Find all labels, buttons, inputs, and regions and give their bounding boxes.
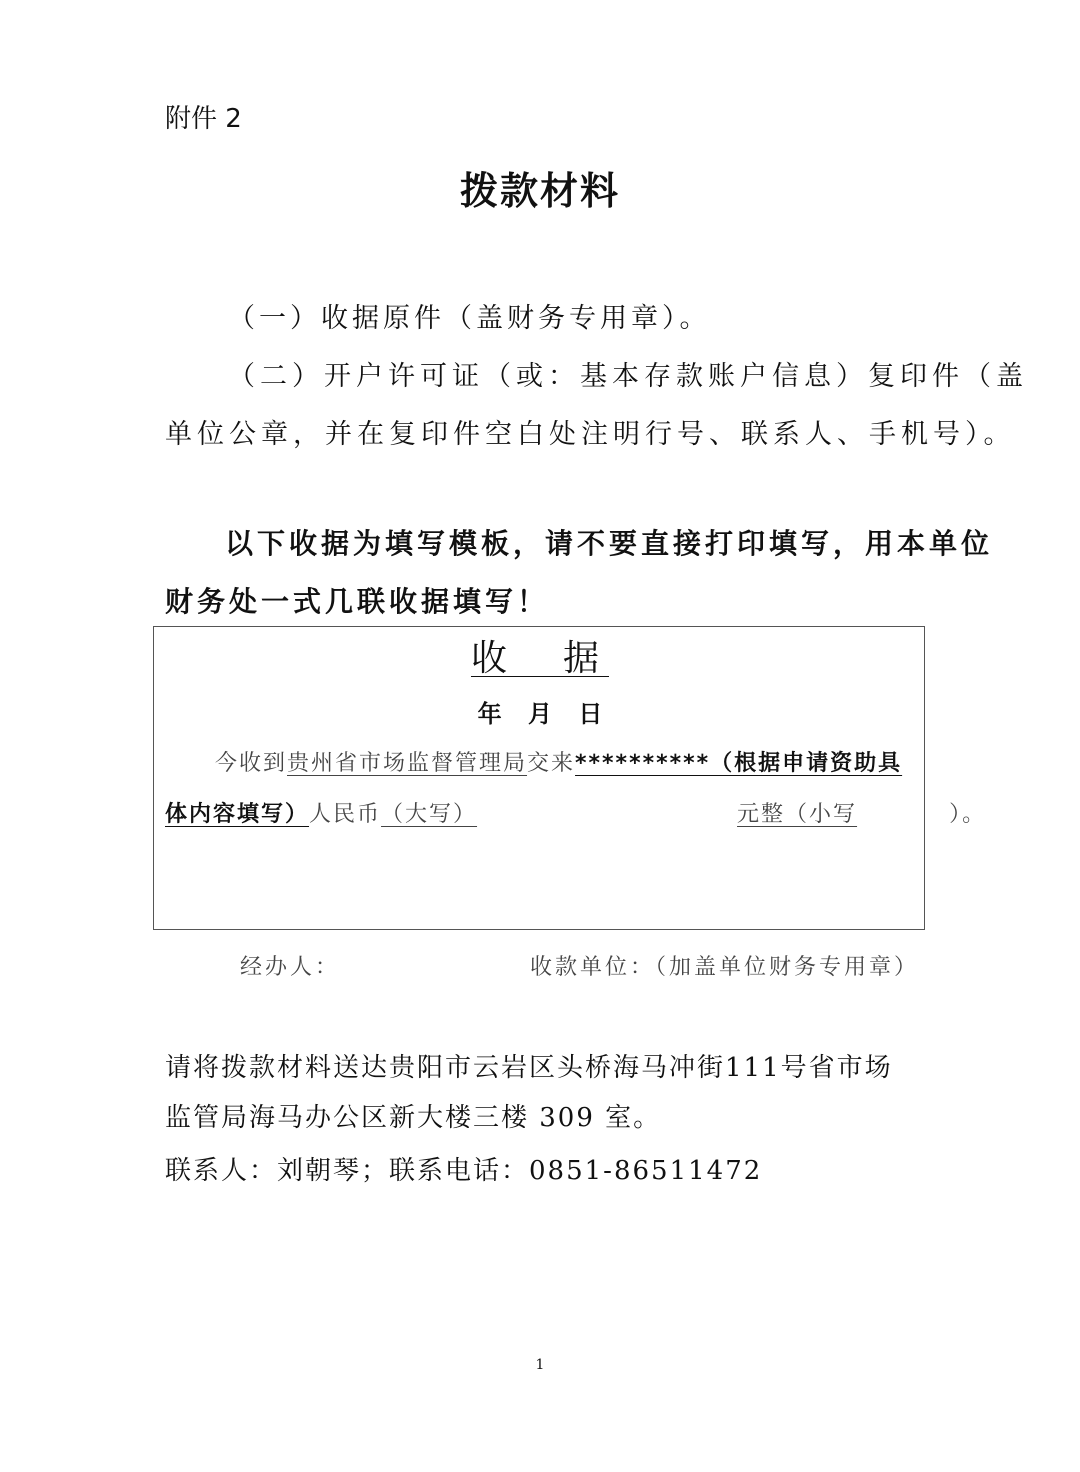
address-line-1: 请将拨款材料送达贵阳市云岩区头桥海马冲街111号省市场 (165, 1053, 893, 1083)
receipt-capital-label: （大写） (381, 802, 478, 827)
notice-line-2: 财务处一式几联收据填写！ (165, 585, 550, 618)
receipt-title-text: 收 据 (470, 638, 609, 679)
contact-line: 联系人：刘朝琴；联系电话：0851-86511472 (165, 1156, 763, 1186)
receipt-handler: 经办人： (240, 955, 341, 980)
receipt-line-2 (165, 797, 986, 828)
receipt-title (0, 630, 1080, 681)
item-1: （一）收据原件（盖财务专用章）。 (228, 303, 711, 334)
receipt-yuan-label: 元整（小写 (737, 802, 858, 827)
receipt-payer: 贵州省市场监督管理局 (287, 751, 528, 776)
receipt-rmb-label: 人民币 (309, 802, 382, 827)
item-2-line-2: 单位公章，并在复印件空白处注明行号、联系人、手机号）。 (165, 419, 1016, 450)
receipt-content-1: **********（根据申请资助具 (575, 751, 903, 776)
notice-line-1: 以下收据为填写模板，请不要直接打印填写，用本单位 (225, 527, 994, 560)
receipt-content-2: 体内容填写） (165, 802, 310, 827)
attachment-label: 附件 2 (165, 104, 242, 134)
item-2-line-1: （二）开户许可证（或：基本存款账户信息）复印件（盖 (228, 361, 1028, 392)
receipt-capital-field (381, 802, 645, 827)
receipt-small-field (737, 802, 949, 827)
page-number: 1 (535, 1357, 545, 1373)
receipt-close: ）。 (949, 802, 987, 827)
receipt-line-1 (215, 746, 902, 777)
receipt-payee: 收款单位：（加盖单位财务专用章） (530, 955, 920, 980)
address-line-2: 监管局海马办公区新大楼三楼 309 室。 (165, 1103, 662, 1133)
receipt-date: 年 月 日 (477, 700, 603, 728)
receipt-mid: 交来 (527, 751, 576, 776)
receipt-prefix: 今收到 (215, 751, 288, 776)
page-title: 拨款材料 (459, 169, 620, 213)
